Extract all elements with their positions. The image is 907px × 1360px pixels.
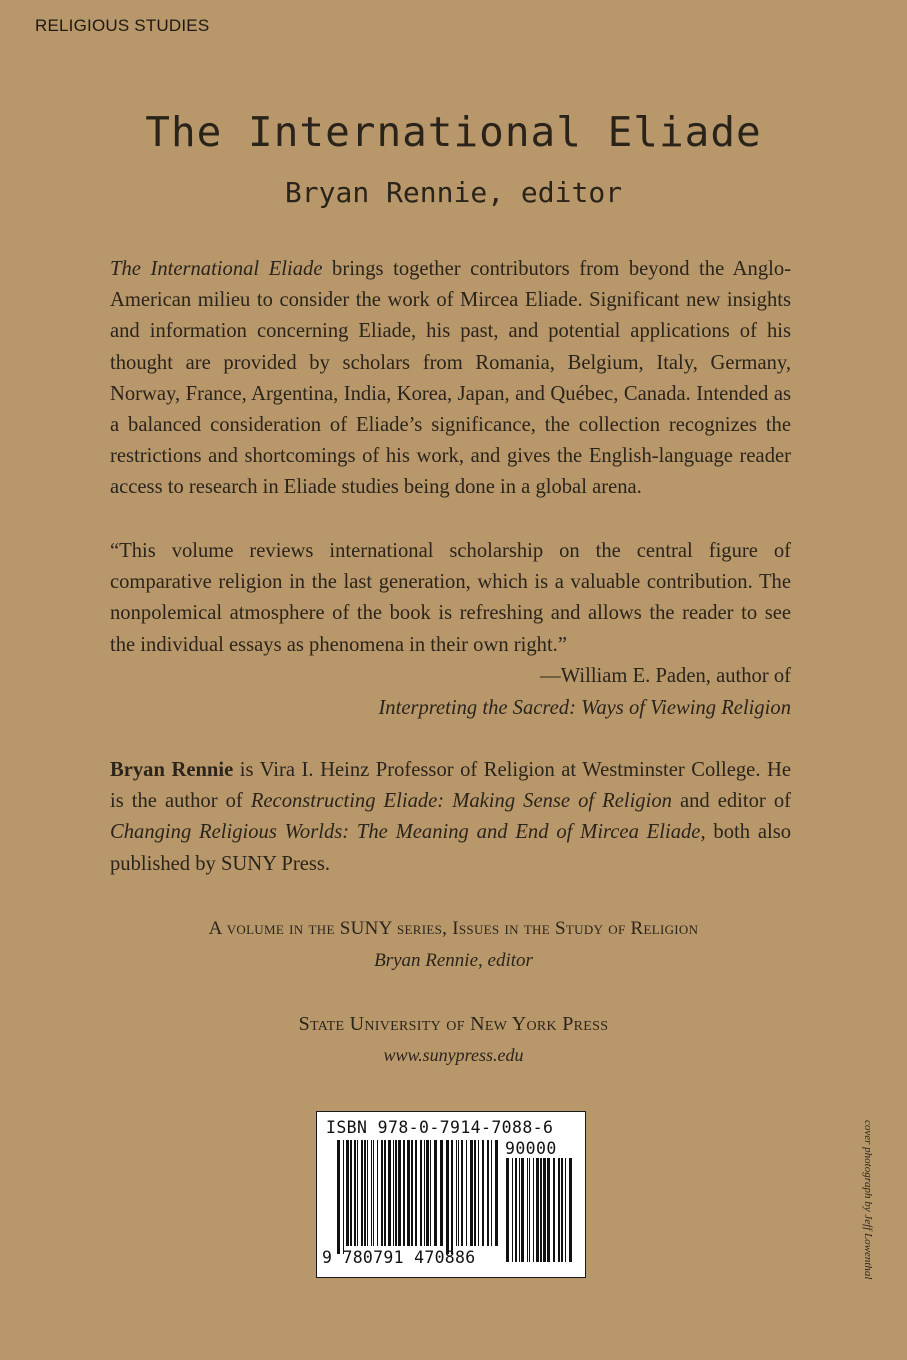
barcode-bar <box>384 1140 386 1246</box>
barcode-bar <box>540 1158 542 1262</box>
barcode-bar <box>371 1140 372 1246</box>
barcode-bar <box>478 1140 479 1246</box>
barcode-bar <box>506 1158 509 1262</box>
barcode-bar <box>424 1140 425 1246</box>
barcode-bar <box>357 1140 358 1246</box>
barcode-bar <box>561 1158 563 1262</box>
addon-barcode-bars <box>506 1158 574 1262</box>
barcode-bar <box>474 1140 476 1246</box>
barcode-bar <box>521 1158 524 1262</box>
author-bio-text-1: is Vira I. Heinz Professor of Religion at Westminster College. He is the author of <box>110 759 792 813</box>
barcode-bar <box>458 1140 459 1246</box>
blurb-attribution-work: Interpreting the Sacred: Ways of Viewing Religion <box>378 697 791 719</box>
barcode-bar <box>529 1158 530 1262</box>
barcode-bar <box>451 1140 453 1254</box>
author-bio-text-3: , both also published by SUNY Press. <box>110 821 792 875</box>
barcode-bar <box>440 1140 443 1246</box>
series-editor: Bryan Rennie, editor <box>374 950 533 971</box>
author-bio-text-2: and editor of <box>671 790 791 813</box>
barcode-bar <box>403 1140 405 1246</box>
category-label: RELIGIOUS STUDIES <box>35 16 210 35</box>
barcode-bar <box>350 1140 352 1246</box>
barcode-bar <box>381 1140 383 1246</box>
barcode-bar <box>495 1140 498 1246</box>
description-paragraph <box>110 254 791 504</box>
barcode-bar <box>354 1140 356 1246</box>
ean-barcode-bars <box>337 1140 499 1262</box>
barcode-bar <box>527 1158 528 1262</box>
barcode-bar <box>388 1140 391 1246</box>
barcode-bar <box>470 1140 473 1246</box>
book-title: The International Eliade <box>145 108 762 156</box>
barcode-bar <box>519 1158 520 1262</box>
barcode-bar <box>411 1140 413 1246</box>
book-byline: Bryan Rennie, editor <box>284 176 623 209</box>
barcode-bar <box>536 1158 539 1262</box>
barcode-bar <box>466 1140 467 1246</box>
barcode-bar <box>398 1140 401 1246</box>
price-addon-label: 90000 <box>505 1139 557 1158</box>
barcode-bar <box>547 1158 550 1262</box>
description-text: brings together contributors from beyond the Anglo-American milieu to consider the work of Mircea Eliade. Significant new insights and information concerning Eliade, his past, and potential applications of his thought are provided by scholars from Romania, Belgium, Italy, Germany, Norway, France, Argentina, India, Korea, Japan, and Québec, Canada. Intended as a balanced consideration of Eliade’s significance, the collection recognizes the restrictions and shortcomings of his work, and gives the English-language reader access to research in Eliade studies being done in a global arena. <box>110 258 791 499</box>
barcode-bar <box>377 1140 378 1246</box>
blurb-attribution: —William E. Paden, author of <box>540 665 791 687</box>
barcode-bar <box>456 1140 457 1246</box>
barcode-bar <box>515 1158 517 1262</box>
author-book-1: Reconstructing Eliade: Making Sense of Religion <box>250 790 672 813</box>
barcode-bar <box>420 1140 422 1246</box>
barcode-bar <box>487 1140 489 1246</box>
barcode-bar <box>533 1158 534 1262</box>
barcode-bar <box>343 1140 344 1254</box>
barcode-bar <box>364 1140 366 1246</box>
barcode <box>316 1111 586 1278</box>
barcode-bar <box>512 1158 513 1262</box>
description-title: The International Eliade <box>110 258 323 280</box>
barcode-bar <box>395 1140 397 1246</box>
barcode-bar <box>426 1140 429 1246</box>
barcode-bar <box>446 1140 449 1254</box>
publisher-name: State University of New York Press <box>298 1013 609 1035</box>
barcode-bar <box>434 1140 437 1246</box>
barcode-bar <box>407 1140 410 1246</box>
blurb-quote: “This volume reviews international scholarship on the central figure of comparative religion in the last generation, which is a valuable contribution. The nonpolemical atmosphere of the book is refreshing and allows the reader to see the individual essays as phenomena in their own right.” <box>110 540 791 656</box>
publisher-url: www.sunypress.edu <box>383 1045 524 1065</box>
barcode-bar <box>361 1140 363 1246</box>
photo-credit: cover photograph by Jeff Lowenthal <box>862 1120 874 1280</box>
author-name: Bryan Rennie <box>110 759 234 781</box>
series-line: A volume in the SUNY series, Issues in the Study of Religion <box>208 918 699 939</box>
barcode-bar <box>373 1140 374 1246</box>
isbn-label: ISBN 978-0-7914-7088-6 <box>326 1118 554 1137</box>
barcode-bar <box>415 1140 417 1246</box>
barcode-bar <box>558 1158 560 1262</box>
barcode-bar <box>393 1140 394 1246</box>
ean-digits: 9 780791 470886 <box>322 1248 476 1267</box>
barcode-bar <box>482 1140 484 1246</box>
barcode-bar <box>367 1140 368 1246</box>
author-book-2: Changing Religious Worlds: The Meaning and End of Mircea Eliade <box>110 821 701 844</box>
barcode-bar <box>337 1140 340 1254</box>
barcode-bar <box>346 1140 349 1246</box>
author-bio <box>110 755 791 880</box>
barcode-bar <box>565 1158 566 1262</box>
barcode-bar <box>430 1140 431 1246</box>
barcode-bar <box>553 1158 555 1262</box>
barcode-bar <box>491 1140 492 1246</box>
barcode-bar <box>543 1158 546 1262</box>
barcode-bar <box>569 1158 572 1262</box>
barcode-bar <box>461 1140 463 1246</box>
